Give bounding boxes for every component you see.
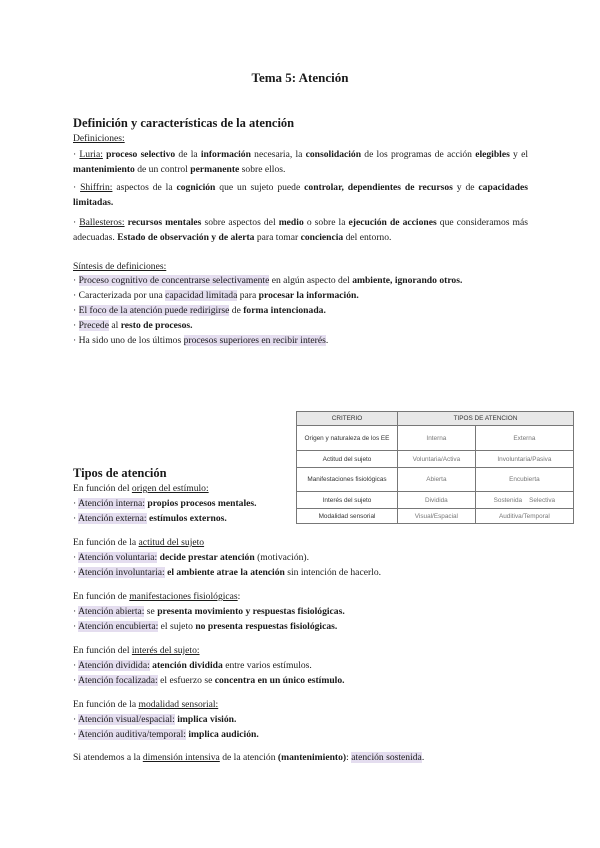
table-cell: Manifestaciones fisiológicas xyxy=(297,468,398,492)
type-item: · Atención externa: estímulos externos. xyxy=(73,513,227,524)
table-cell: Origen y naturaleza de los EE xyxy=(297,426,398,451)
table-cell: Dividida xyxy=(398,492,476,509)
table-cell: Auditiva/Temporal xyxy=(475,509,573,524)
table-cell: Sostenida Selectiva xyxy=(475,492,573,509)
synthesis-item: · Precede al resto de procesos. xyxy=(73,320,193,331)
group-heading: En función de la actitud del sujeto xyxy=(73,537,205,548)
synthesis-item: · Ha sido uno de los últimos procesos superiores en recibir interés. xyxy=(73,335,329,346)
table-row xyxy=(297,451,574,468)
table-cell: Abierta xyxy=(398,468,476,492)
group-heading: En función de manifestaciones fisiológicas: xyxy=(73,591,241,602)
type-item: · Atención involuntaria: el ambiente atrae la atención sin intención de hacerlo. xyxy=(73,567,382,578)
table-header-tipos: TIPOS DE ATENCION xyxy=(398,412,574,426)
attention-criteria-table xyxy=(296,411,574,524)
type-item: · Atención abierta: se presenta movimiento y respuestas fisiológicas. xyxy=(73,606,345,617)
table-row xyxy=(297,426,574,451)
type-item: · Atención encubierta: el sujeto no presenta respuestas fisiológicas. xyxy=(73,621,338,632)
definition-ballesteros: · Ballesteros: recursos mentales sobre aspectos del medio o sobre la ejecución de acciones que consideramos más adecuadas. Estado de observación y de alerta para tomar conciencia del entorno. xyxy=(73,217,528,243)
page-title: Tema 5: Atención xyxy=(251,70,349,85)
table-row xyxy=(297,509,574,524)
sustained-attention-note: Si atendemos a la dimensión intensiva de la atención (mantenimiento): atención sostenida. xyxy=(73,752,425,763)
group-heading: En función del interés del sujeto: xyxy=(73,645,200,656)
table-cell: Actitud del sujeto xyxy=(297,451,398,468)
group-heading: En función de la modalidad sensorial: xyxy=(73,699,219,710)
type-item: · Atención voluntaria: decide prestar atención (motivación). xyxy=(73,552,310,563)
definition-luria: · Luria: proceso selectivo de la información necesaria, la consolidación de los programas de acción elegibles y el mantenimiento de un control permanente sobre ellos. xyxy=(73,149,528,175)
group-heading: En función del origen del estímulo: xyxy=(73,483,209,494)
type-item: · Atención dividida: atención dividida entre varios estímulos. xyxy=(73,660,312,671)
section-heading-definition: Definición y características de la atención xyxy=(73,116,295,130)
definition-shiffrin: · Shiffrin: aspectos de la cognición que un sujeto puede controlar, dependientes de recursos y de capacidades limitadas. xyxy=(73,182,528,208)
table-cell: Externa xyxy=(475,426,573,451)
synthesis-label: Síntesis de definiciones: xyxy=(73,261,167,272)
table-cell: Involuntaria/Pasiva xyxy=(475,451,573,468)
table-cell: Interés del sujeto xyxy=(297,492,398,509)
table-cell: Visual/Espacial xyxy=(398,509,476,524)
definitions-label: Definiciones: xyxy=(73,133,125,144)
table-header-criterio: CRITERIO xyxy=(297,412,398,426)
type-item: · Atención focalizada: el esfuerzo se concentra en un único estímulo. xyxy=(73,675,345,686)
table-cell: Voluntaria/Activa xyxy=(398,451,476,468)
type-item: · Atención visual/espacial: implica visión. xyxy=(73,714,237,725)
table-row xyxy=(297,468,574,492)
synthesis-item: · El foco de la atención puede redirigirse de forma intencionada. xyxy=(73,305,326,316)
type-item: · Atención interna: propios procesos mentales. xyxy=(73,498,257,509)
synthesis-item: · Caracterizada por una capacidad limitada para procesar la información. xyxy=(73,290,359,301)
table-row xyxy=(297,492,574,509)
synthesis-item: · Proceso cognitivo de concentrarse selectivamente en algún aspecto del ambiente, ignorando otros. xyxy=(73,275,463,286)
table-cell: Interna xyxy=(398,426,476,451)
table-cell: Encubierta xyxy=(475,468,573,492)
section-heading-types: Tipos de atención xyxy=(73,466,167,480)
type-item: · Atención auditiva/temporal: implica audición. xyxy=(73,729,259,740)
table-cell: Modalidad sensorial xyxy=(297,509,398,524)
